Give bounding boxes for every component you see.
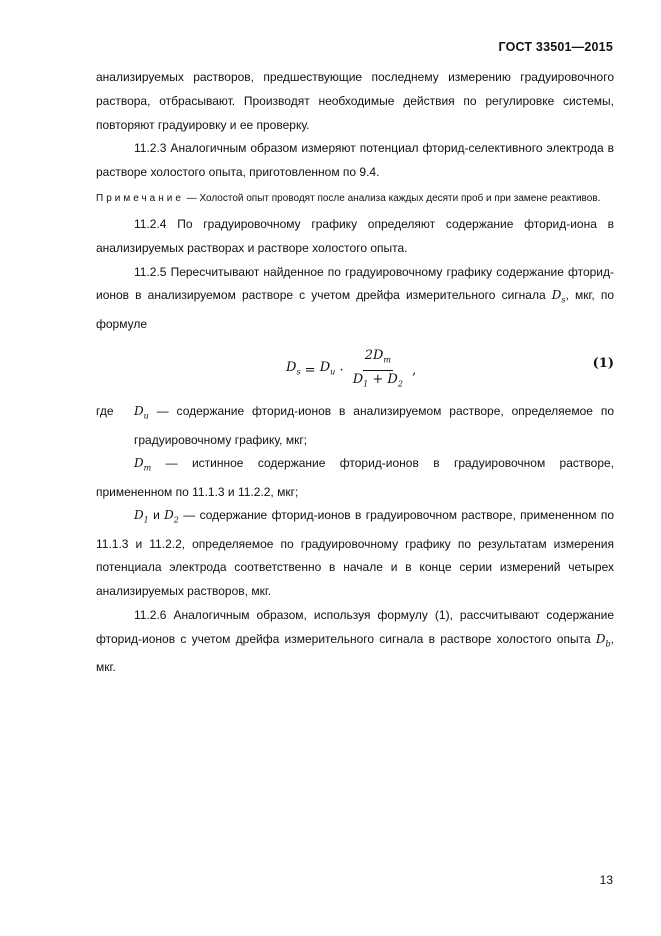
note <box>96 189 614 209</box>
formula-dot: · <box>335 362 348 378</box>
dm-symbol <box>134 456 152 473</box>
formula-du <box>320 356 336 384</box>
formula-lhs-sub: s <box>296 367 301 377</box>
fraction-numerator <box>363 348 393 371</box>
den-d1: D <box>352 371 364 387</box>
den-d2: D <box>387 371 398 387</box>
db-symbol <box>595 631 611 649</box>
note-label: Примечание <box>96 192 184 204</box>
formula-lhs <box>286 356 301 384</box>
formula-lhs-letter: D <box>286 360 297 376</box>
page-body <box>96 66 614 680</box>
page-number: 13 <box>599 873 613 887</box>
ds-subscript: s <box>561 295 566 305</box>
numerator-coef: 2D <box>364 348 384 364</box>
p4-text-before: 11.2.6 Аналогичным образом, используя формулу (1), рассчитывают содержание фторид-ионов с учетом дрейфа измерительного сигнала в растворе холостого опыта <box>96 607 614 646</box>
d1-symbol <box>134 508 149 525</box>
paragraph-continuation: анализируемых растворов, предшествующие последнему измерению градуировочного раствора, отбрасывают. Производят необходимые действия по регулировке системы, повторяют градуировку и ее проверку. <box>96 70 614 132</box>
paragraph-11-2-3: 11.2.3 Аналогичным образом измеряют потенциал фторид-селективного электрода в растворе холостого опыта, приготовленном по 9.4. <box>96 141 614 180</box>
formula-du-sub: u <box>330 367 336 377</box>
formula-du-letter: D <box>319 360 331 376</box>
equation-number: (1) <box>592 356 614 372</box>
formula-fraction <box>351 348 405 392</box>
den-d2-sub: 2 <box>397 379 403 389</box>
p3-text-after: , мкг, по формуле <box>96 288 614 331</box>
p4-text-after: , мкг. <box>96 631 614 674</box>
d1-letter: D <box>134 508 144 523</box>
numerator-sub: m <box>383 355 391 365</box>
note-text: — Холостой опыт проводят после анализа каждых десяти проб и при замене реактивов. <box>183 192 601 204</box>
document-header: ГОСТ 33501—2015 <box>498 40 613 54</box>
formula-row <box>96 344 614 390</box>
dm-sub: m <box>143 463 152 473</box>
formula <box>286 348 416 392</box>
db-sub: b <box>605 639 611 649</box>
paragraph-11-2-4: 11.2.4 По градуировочному графику определяют содержание фторид-иона в анализируемых растворах и растворе холостого опыта. <box>96 216 614 255</box>
ds-symbol <box>551 288 566 305</box>
definition-du <box>96 400 614 452</box>
dm-letter: D <box>134 456 144 471</box>
and-word: и <box>148 508 165 523</box>
d12-description: — содержание фторид-ионов в градуировочном растворе, примененном по 11.1.3 и 11.2.2, определяемое по градуировочному графику по результатам измерения потенциала электрода соответственно в начале и в конце серии измерений четырех анализируемых растворов, мкг. <box>96 508 615 599</box>
paragraph-11-2-6 <box>96 604 614 680</box>
formula-equals: = <box>300 362 320 378</box>
where-label: где <box>96 404 114 419</box>
fraction-denominator <box>351 371 405 393</box>
ds-letter: D <box>551 288 562 303</box>
d1-sub: 1 <box>143 515 149 525</box>
du-symbol <box>134 404 149 421</box>
d2-symbol <box>164 508 179 525</box>
den-d1-sub: 1 <box>363 379 369 389</box>
d2-sub: 2 <box>173 515 179 525</box>
d2-letter: D <box>164 508 174 523</box>
du-sub: u <box>143 411 149 421</box>
definition-d1-d2 <box>96 504 614 604</box>
paragraph-11-2-5 <box>96 261 614 337</box>
definition-du-text <box>134 400 614 452</box>
formula-trailing-comma: , <box>407 362 417 378</box>
den-plus: + <box>368 371 388 387</box>
du-letter: D <box>134 404 144 419</box>
dm-description: — истинное содержание фторид-ионов в градуировочном растворе, примененном по 11.1.3 и 11.2.2, мкг; <box>96 456 614 499</box>
du-description: — содержание фторид-ионов в анализируемом растворе, определяемое по градуировочному графику, мкг; <box>134 404 614 447</box>
db-letter: D <box>595 631 606 646</box>
p3-text-before: 11.2.5 Пересчитывают найденное по градуировочному графику содержание фторид-ионов в анализируемом растворе с учетом дрейфа измерительного сигнала <box>96 264 614 303</box>
definition-dm <box>96 452 614 504</box>
